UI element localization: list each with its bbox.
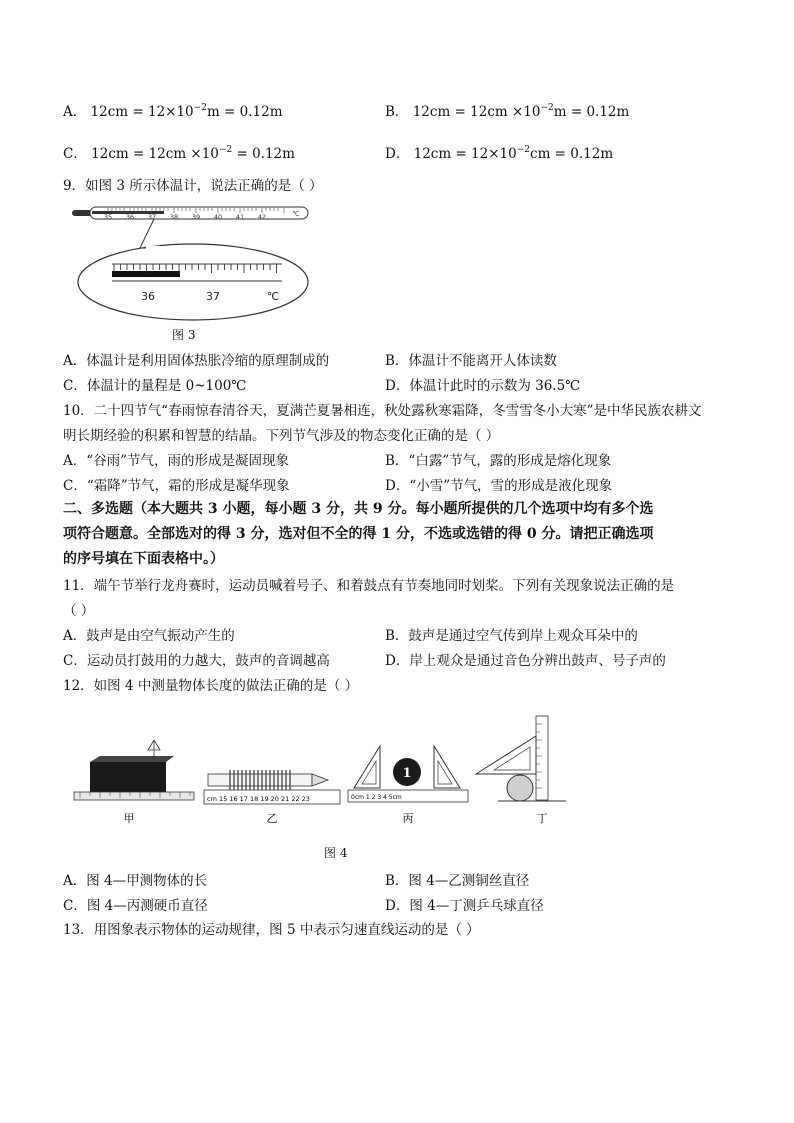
exponent: −2	[193, 103, 207, 113]
scale-label: 38	[169, 213, 179, 221]
pencil-tip	[312, 774, 328, 786]
scale-label: 36	[125, 213, 135, 221]
figure-4-measurement-panels	[66, 706, 586, 831]
q10-option-a: A．“谷雨”节气，雨的形成是凝固现象	[63, 453, 290, 469]
q8-option-c	[63, 142, 295, 162]
q10-option-b: B．“白露”节气，露的形成是熔化现象	[385, 453, 612, 469]
q9-option-c: C．体温计的量程是 0~100℃	[63, 378, 247, 394]
q9-stem: 9．如图 3 所示体温计，说法正确的是（ ）	[63, 178, 323, 194]
zoom-ellipse	[78, 244, 308, 320]
option-text: cm = 0.12m	[530, 146, 614, 162]
ruler-ding	[536, 716, 548, 800]
q12-option-b: B．图 4—乙测铜丝直径	[385, 873, 530, 889]
option-label: C．	[63, 146, 87, 162]
option-label: B．	[385, 104, 409, 120]
section2-heading-line1: 二、多选题（本大题共 3 小题，每小题 3 分，共 9 分。每小题所提供的几个选项中均有多个选	[63, 501, 654, 517]
q8-option-a	[63, 100, 283, 120]
figure-3-caption: 图 3	[172, 328, 196, 342]
option-text: 12cm = 12cm ×10	[412, 104, 541, 120]
option-label: D．	[385, 146, 410, 162]
panel-label-jia: 甲	[123, 812, 135, 825]
scale-label: 40	[213, 213, 223, 221]
option-text: 12cm = 12cm ×10	[91, 146, 219, 162]
zoom-mercury	[112, 271, 180, 277]
q9-option-a: A．体温计是利用固体热胀冷缩的原理制成的	[63, 353, 330, 369]
zoom-scale-labels	[141, 290, 279, 303]
scale-label: 37	[147, 213, 157, 221]
q9-option-d: D．体温计此时的示数为 36.5℃	[385, 378, 581, 394]
q10-option-c: C．“霜降”节气，霜的形成是凝华现象	[63, 478, 290, 494]
panel-label-yi: 乙	[266, 812, 278, 825]
exponent: −2	[218, 145, 233, 155]
q11-option-a: A．鼓声是由空气振动产生的	[63, 628, 235, 644]
scale-label: 41	[235, 213, 245, 221]
q11-option-d: D．岸上观众是通过音色分辨出鼓声、号子声的	[385, 653, 666, 669]
panel-yi	[204, 770, 340, 825]
q8-option-d	[385, 142, 613, 162]
zoom-label-37: 37	[206, 290, 220, 303]
q11-option-c: C．运动员打鼓用的力越大，鼓声的音调越高	[63, 653, 330, 669]
q13-stem: 13．用图象表示物体的运动规律，图 5 中表示匀速直线运动的是（ ）	[63, 922, 480, 938]
scale-label: 39	[191, 213, 201, 221]
q11-option-b: B．鼓声是通过空气传到岸上观众耳朵中的	[385, 628, 638, 644]
thermometer-figure	[68, 200, 318, 330]
pencil-body	[208, 774, 312, 786]
scale-unit: ℃	[292, 210, 300, 218]
option-text: m = 0.12m	[206, 104, 283, 120]
ruler-yi-labels: cm 15 16 17 18 19 20 21 22 23	[207, 795, 310, 803]
option-text: 12cm = 12×10	[413, 146, 517, 162]
panel-label-ding: 丁	[536, 812, 548, 825]
q12-option-a: A．图 4—甲测物体的长	[63, 873, 208, 889]
q9-option-b: B．体温计不能离开人体读数	[385, 353, 557, 369]
ruler-jia	[74, 792, 194, 800]
q10-stem-line2: 明长期经验的积累和智慧的结晶。下列节气涉及的物态变化正确的是（ ）	[63, 428, 500, 444]
section2-heading-line3: 的序号填在下面表格中。）	[63, 551, 224, 567]
exponent: −2	[540, 103, 554, 113]
option-text: 12cm = 12×10	[90, 104, 194, 120]
panel-jia	[74, 740, 194, 825]
option-label: A．	[63, 104, 87, 120]
q11-stem-line1: 11．端午节举行龙舟赛时，运动员喊着号子、和着鼓点有节奏地同时划桨。下列有关现象说法正确的是	[63, 578, 675, 594]
option-text: m = 0.12m	[553, 104, 630, 120]
callout-gap	[146, 246, 198, 250]
panel-ding	[476, 716, 566, 825]
ruler-bing-labels: 0cm 1 2 3 4 5cm	[351, 794, 402, 801]
block-object	[90, 762, 166, 792]
zoom-label-36: 36	[141, 290, 155, 303]
q12-option-d: D．图 4—丁测乒乓球直径	[385, 898, 544, 914]
q8-option-b	[385, 100, 629, 120]
figure-4-caption: 图 4	[324, 846, 348, 860]
zoom-label-unit: ℃	[266, 290, 280, 303]
q12-stem: 12．如图 4 中测量物体长度的做法正确的是（ ）	[63, 678, 359, 694]
coin-mark: 1	[402, 766, 412, 781]
thermometer-bulb	[72, 210, 92, 216]
q11-stem-line2: （ ）	[63, 603, 95, 619]
section2-heading-line2: 项符合题意。全部选对的得 3 分，选对但不全的得 1 分，不选或选错的得 0 分。请把正确选项	[63, 526, 654, 542]
set-square	[476, 736, 536, 774]
ping-pong-ball	[507, 775, 533, 801]
panel-label-bing: 丙	[402, 812, 414, 825]
block-top	[90, 756, 174, 762]
option-text: = 0.12m	[232, 146, 295, 162]
exponent: −2	[516, 145, 531, 155]
q10-stem-line1: 10．二十四节气“春雨惊春清谷天，夏满芒夏暑相连，秋处露秋寒霜降，冬雪雪冬小大寒”是中华民族农耕文	[63, 403, 702, 419]
scale-label: 35	[103, 213, 113, 221]
q12-option-c: C．图 4—丙测硬币直径	[63, 898, 208, 914]
q10-option-d: D．“小雪”节气，雪的形成是液化现象	[385, 478, 613, 494]
panel-bing	[348, 746, 468, 825]
scale-label: 42	[257, 213, 267, 221]
